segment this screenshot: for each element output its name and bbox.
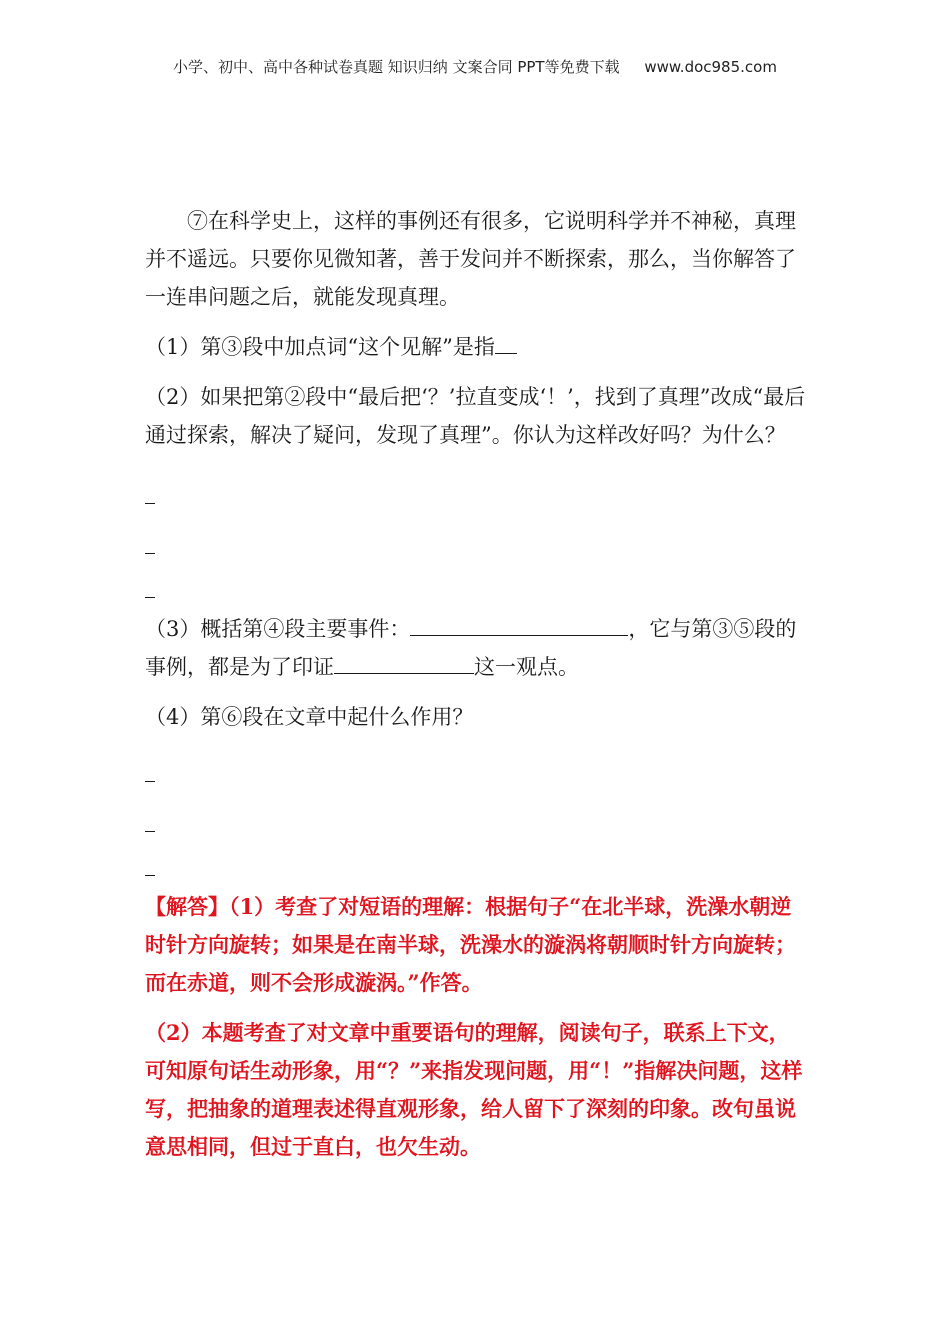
question-2: （2）如果把第②段中“最后把‘？’拉直变成‘！’，找到了真理”改成“最后通过探索，解决了疑问，发现了真理”。你认为这样改好吗？为什么？	[145, 385, 806, 447]
question-1-text: （1）第③段中加点词“这个见解”是指	[145, 335, 495, 359]
answer-2: （2）本题考查了对文章中重要语句的理解，阅读句子，联系上下文，可知原句话生动形象，用“？”来指发现问题，用“！”指解决问题，这样写，把抽象的道理表述得直观形象，给人留下了深刻的印象。改句虽说意思相同，但过于直白，也欠生动。	[145, 1020, 803, 1159]
answer-1: 【解答】（1）考查了对短语的理解：根据句子“在北半球，洗澡水朝逆时针方向旋转；如果是在南半球，洗澡水的漩涡将朝顺时针方向旋转；而在赤道，则不会形成漩涡。”作答。	[145, 894, 796, 995]
answer-blank-3a[interactable]	[410, 614, 628, 636]
page-header	[0, 56, 950, 77]
blank-dash	[145, 812, 155, 832]
answer-blank-1[interactable]	[495, 332, 517, 354]
question-3-part3: 这一观点。	[474, 655, 579, 679]
answer-line[interactable]	[145, 572, 810, 610]
paragraph-7: ⑦在科学史上，这样的事例还有很多，它说明科学并不神秘，真理并不遥远。只要你见微知著，善于发问并不断探索，那么，当你解答了一连串问题之后，就能发现真理。	[145, 209, 796, 309]
blank-dash	[145, 856, 155, 876]
question-1	[145, 328, 810, 366]
header-text: 小学、初中、高中各种试卷真题 知识归纳 文案合同 PPT等免费下载	[173, 58, 620, 76]
question-4: （4）第⑥段在文章中起什么作用？	[145, 705, 474, 729]
question-3-part1: （3）概括第④段主要事件：	[145, 617, 411, 641]
blank-dash	[145, 484, 155, 504]
question-3	[145, 610, 810, 686]
answer-line[interactable]	[145, 472, 810, 522]
question-3-part2: ，它与第③⑤段的事例，都是为了印证	[145, 617, 797, 679]
blank-dash	[145, 534, 155, 554]
answer-line[interactable]	[145, 800, 810, 850]
answer-line[interactable]	[145, 522, 810, 572]
blank-dash	[145, 578, 155, 598]
answer-line[interactable]	[145, 750, 810, 800]
blank-dash	[145, 762, 155, 782]
answer-line[interactable]	[145, 850, 810, 888]
document-body	[145, 202, 810, 1166]
answer-blank-3b[interactable]	[334, 652, 474, 674]
header-url[interactable]: www.doc985.com	[644, 58, 777, 76]
